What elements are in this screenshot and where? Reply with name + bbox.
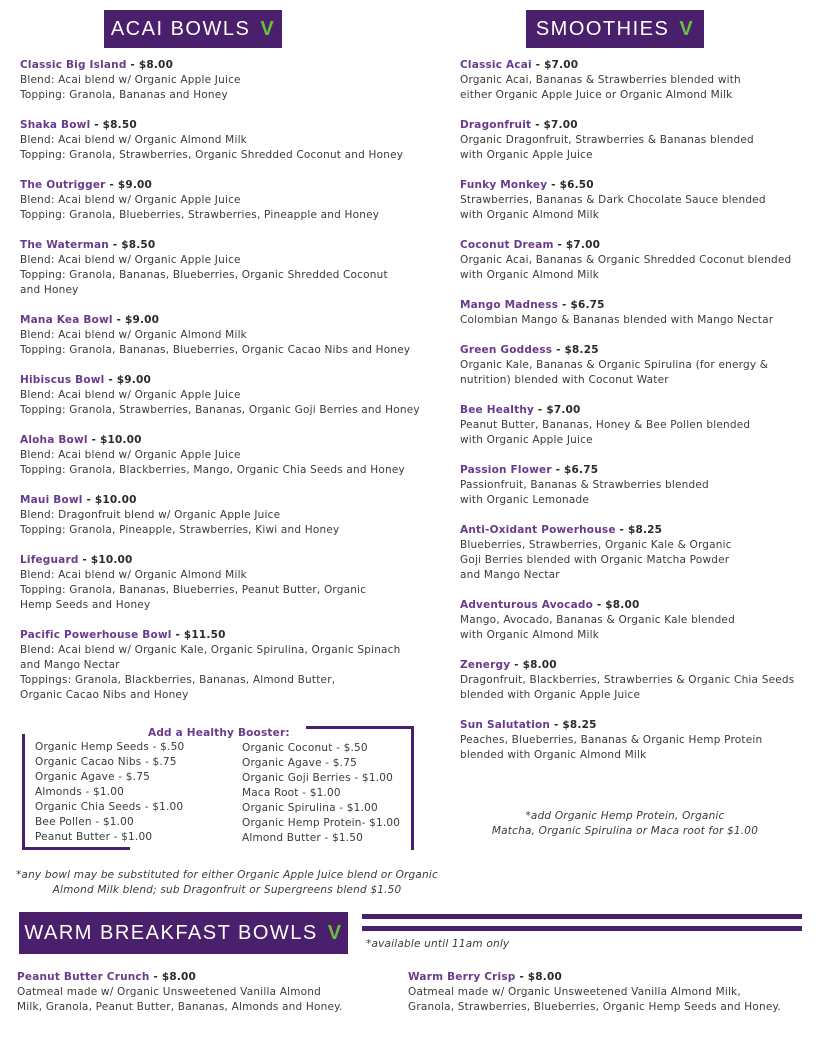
smoothie-note-line: *add Organic Hemp Protein, Organic (525, 810, 725, 822)
menu-item-description: Peanut Butter, Bananas, Honey & Bee Pollen blended (460, 419, 751, 431)
menu-item (460, 523, 805, 583)
booster-option: Organic Hemp Seeds - $.50 (35, 741, 185, 753)
menu-item-price: $10.00 (90, 554, 133, 566)
price-separator: - (547, 179, 560, 191)
menu-item-description: with Organic Lemonade (460, 494, 589, 506)
menu-item (460, 403, 805, 448)
menu-item (20, 493, 430, 538)
booster-title: Add a Healthy Booster: (148, 727, 290, 739)
price-separator: - (615, 524, 628, 536)
price-separator: - (531, 119, 544, 131)
menu-item-header (20, 493, 430, 508)
vegan-mark: V (260, 17, 276, 40)
price-separator: - (78, 554, 91, 566)
menu-item-description: Mango, Avocado, Bananas & Organic Kale blended (460, 614, 735, 626)
menu-item (460, 463, 805, 508)
booster-option: Organic Coconut - $.50 (242, 742, 368, 754)
booster-option: Maca Root - $1.00 (242, 787, 341, 799)
menu-item-header (460, 403, 805, 418)
menu-item (20, 553, 430, 613)
bowl-substitution-note: *any bowl may be substituted for either Organic Apple Juice blend or Organic Almond Milk blend; sub Dragonfruit or Supergreens blend $1.50 (15, 869, 439, 896)
menu-item-price: $10.00 (99, 434, 142, 446)
price-separator: - (108, 239, 122, 251)
menu-item-header (460, 58, 805, 73)
booster-option: Bee Pollen - $1.00 (35, 816, 134, 828)
menu-item-price: $7.00 (565, 239, 601, 251)
price-separator: - (104, 374, 117, 386)
menu-item-header (460, 598, 805, 613)
menu-item-price: $8.50 (102, 119, 137, 131)
menu-item-description: and Honey (20, 284, 79, 296)
menu-item-header (460, 658, 805, 673)
menu-item-description: Topping: Granola, Pineapple, Strawberries, Kiwi and Honey (20, 524, 340, 536)
acai-bowls-title: ACAI BOWLS (110, 17, 251, 40)
menu-item (460, 718, 805, 763)
menu-item-header (460, 343, 805, 358)
menu-item-price: $8.50 (121, 239, 156, 251)
menu-item-name: Bee Healthy (460, 404, 535, 416)
menu-item-name: The Waterman (20, 239, 109, 251)
decorative-double-line (362, 914, 802, 932)
menu-item-name: Shaka Bowl (20, 119, 91, 131)
menu-item (20, 628, 430, 703)
menu-item (460, 598, 805, 643)
menu-item-name: Mango Madness (460, 299, 559, 311)
menu-item-name: Warm Berry Crisp (408, 971, 516, 983)
menu-item-name: Funky Monkey (460, 179, 548, 191)
price-separator: - (534, 404, 547, 416)
warm-breakfast-title: WARM BREAKFAST BOWLS (24, 921, 318, 944)
price-separator: - (510, 659, 523, 671)
menu-item-price: $8.00 (138, 59, 174, 71)
menu-item-description: Blend: Acai blend w/ Organic Apple Juice (20, 449, 241, 461)
menu-item-description: Oatmeal made w/ Organic Unsweetened Vanilla Almond (17, 986, 322, 998)
menu-item-description: Passionfruit, Bananas & Strawberries blended (460, 479, 709, 491)
menu-item-price: $8.00 (605, 599, 640, 611)
menu-item-header (408, 970, 808, 985)
menu-item-header (20, 178, 430, 193)
menu-item-description: either Organic Apple Juice or Organic Almond Milk (460, 89, 733, 101)
menu-item (460, 238, 805, 283)
menu-item-header (17, 970, 387, 985)
menu-item-description: Colombian Mango & Bananas blended with Mango Nectar (460, 314, 774, 326)
menu-item-header (20, 433, 430, 448)
menu-item-price: $9.00 (124, 314, 160, 326)
price-separator: - (112, 314, 125, 326)
menu-item-header (460, 463, 805, 478)
price-separator: - (531, 59, 545, 71)
menu-item-price: $6.50 (559, 179, 594, 191)
menu-item-description: Blend: Acai blend w/ Organic Apple Juice (20, 74, 241, 86)
menu-item-description: Hemp Seeds and Honey (20, 599, 151, 611)
price-separator: - (105, 179, 118, 191)
menu-item-price: $8.25 (627, 524, 663, 536)
warm-breakfast-header (19, 912, 348, 954)
menu-item-description: Blend: Acai blend w/ Organic Almond Milk (20, 134, 247, 146)
divider-line (362, 926, 802, 931)
menu-item-description: Topping: Granola, Blackberries, Mango, Organic Chia Seeds and Honey (20, 464, 405, 476)
menu-item-header (20, 313, 430, 328)
menu-item-name: Dragonfruit (460, 119, 532, 131)
menu-item-price: $9.00 (117, 179, 153, 191)
menu-item-description: Topping: Granola, Bananas, Blueberries, Organic Cacao Nibs and Honey (20, 344, 411, 356)
menu-item-description: with Organic Apple Juice (460, 149, 593, 161)
divider-line (362, 914, 802, 919)
menu-item-description: with Organic Almond Milk (460, 629, 599, 641)
menu-item-description: Topping: Granola, Blueberries, Strawberries, Pineapple and Honey (20, 209, 380, 221)
menu-item-header (20, 628, 430, 643)
menu-item-name: Green Goddess (460, 344, 553, 356)
menu-item-name: Classic Big Island (20, 59, 127, 71)
booster-list-left (35, 740, 184, 845)
menu-item-description: Organic Cacao Nibs and Honey (20, 689, 189, 701)
menu-item-header (460, 298, 805, 313)
menu-item-description: Blend: Acai blend w/ Organic Almond Milk (20, 569, 247, 581)
price-separator: - (149, 971, 162, 983)
menu-item-description: Topping: Granola, Bananas, Blueberries, Organic Shredded Coconut (20, 269, 388, 281)
price-separator: - (171, 629, 184, 641)
menu-item-name: The Outrigger (20, 179, 106, 191)
smoothies-header (526, 10, 704, 48)
booster-option: Organic Agave - $.75 (242, 757, 357, 769)
price-separator: - (82, 494, 95, 506)
menu-item-description: Organic Acai, Bananas & Organic Shredded Coconut blended (460, 254, 792, 266)
menu-item-header (460, 118, 805, 133)
price-separator: - (553, 239, 566, 251)
menu-item-description: with Organic Apple Juice (460, 434, 593, 446)
menu-item-header (20, 118, 430, 133)
menu-item (460, 658, 805, 703)
menu-item-price: $8.00 (161, 971, 197, 983)
menu-item-description: nutrition) blended with Coconut Water (460, 374, 669, 386)
menu-item-price: $9.00 (116, 374, 151, 386)
menu-item-price: $8.00 (527, 971, 562, 983)
menu-item-header (20, 373, 430, 388)
menu-item (20, 178, 430, 223)
menu-item-name: Passion Flower (460, 464, 552, 476)
menu-item-name: Peanut Butter Crunch (17, 971, 150, 983)
menu-item-description: Topping: Granola, Bananas, Blueberries, Peanut Butter, Organic (20, 584, 367, 596)
menu-item-description: Dragonfruit, Blackberries, Strawberries & Organic Chia Seeds (460, 674, 795, 686)
booster-option: Organic Goji Berries - $1.00 (242, 772, 393, 784)
menu-item-description: Blend: Acai blend w/ Organic Apple Juice (20, 389, 241, 401)
warm-item-warm-berry-crisp (408, 970, 808, 1015)
menu-item-description: Organic Acai, Bananas & Strawberries blended with (460, 74, 741, 86)
menu-item-description: Topping: Granola, Strawberries, Organic Shredded Coconut and Honey (20, 149, 404, 161)
menu-item-description: Blend: Acai blend w/ Organic Apple Juice (20, 194, 241, 206)
price-separator: - (593, 599, 606, 611)
menu-item (20, 118, 430, 163)
menu-item-header (460, 718, 805, 733)
price-separator: - (90, 119, 103, 131)
price-separator: - (550, 719, 563, 731)
warm-item-peanut-butter-crunch (17, 970, 387, 1015)
menu-item-description: and Mango Nectar (20, 659, 120, 671)
menu-item-description: Topping: Granola, Strawberries, Bananas, Organic Goji Berries and Honey (20, 404, 420, 416)
menu-item-description: Toppings: Granola, Blackberries, Bananas, Almond Butter, (20, 674, 336, 686)
menu-item-name: Anti-Oxidant Powerhouse (460, 524, 616, 536)
menu-item-header (20, 58, 430, 73)
menu-item-name: Aloha Bowl (20, 434, 88, 446)
menu-item-description: Blend: Acai blend w/ Organic Almond Milk (20, 329, 247, 341)
booster-option: Almonds - $1.00 (35, 786, 125, 798)
menu-item-description: Topping: Granola, Bananas and Honey (20, 89, 228, 101)
vegan-mark: V (679, 17, 695, 40)
menu-item-description: with Organic Almond Milk (460, 209, 599, 221)
menu-item (20, 433, 430, 478)
menu-item-description: blended with Organic Almond Milk (460, 749, 647, 761)
menu-item-description: Blueberries, Strawberries, Organic Kale & Organic (460, 539, 732, 551)
menu-item-name: Pacific Powerhouse Bowl (20, 629, 172, 641)
menu-item-name: Classic Acai (460, 59, 532, 71)
booster-option: Organic Cacao Nibs - $.75 (35, 756, 177, 768)
smoothies-list (460, 58, 805, 778)
smoothie-addon-note (470, 809, 780, 839)
menu-item-name: Lifeguard (20, 554, 79, 566)
menu-item (460, 298, 805, 328)
menu-item-price: $6.75 (564, 464, 599, 476)
menu-item (20, 58, 430, 103)
menu-item-description: Organic Dragonfruit, Strawberries & Bananas blended (460, 134, 754, 146)
healthy-booster-box (22, 726, 414, 852)
menu-item (460, 58, 805, 103)
menu-item-description: Organic Kale, Bananas & Organic Spirulina (for energy & (460, 359, 769, 371)
menu-item-header (20, 553, 430, 568)
menu-item (20, 373, 430, 418)
booster-list-right (242, 741, 400, 846)
menu-item-description: Oatmeal made w/ Organic Unsweetened Vanilla Almond Milk, (408, 986, 741, 998)
menu-item-header (460, 238, 805, 253)
warm-availability-note: *available until 11am only (366, 938, 510, 950)
menu-item-name: Adventurous Avocado (460, 599, 593, 611)
smoothies-title: SMOOTHIES (535, 17, 670, 40)
menu-item (460, 178, 805, 223)
menu-item-description: with Organic Almond Milk (460, 269, 599, 281)
acai-bowls-list (20, 58, 430, 718)
menu-item-header (460, 523, 805, 538)
menu-item (20, 238, 430, 298)
booster-option: Almond Butter - $1.50 (242, 832, 364, 844)
menu-item (460, 343, 805, 388)
menu-item-name: Zenergy (460, 659, 511, 671)
menu-item-name: Maui Bowl (20, 494, 83, 506)
menu-item-price: $8.00 (522, 659, 557, 671)
menu-item-price: $6.75 (570, 299, 605, 311)
menu-item-price: $7.00 (544, 59, 579, 71)
booster-option: Peanut Butter - $1.00 (35, 831, 153, 843)
menu-item-description: Goji Berries blended with Organic Matcha Powder (460, 554, 730, 566)
menu-item-description: Strawberries, Bananas & Dark Chocolate Sauce blended (460, 194, 766, 206)
menu-item-name: Hibiscus Bowl (20, 374, 105, 386)
booster-option: Organic Hemp Protein- $1.00 (242, 817, 401, 829)
booster-option: Organic Spirulina - $1.00 (242, 802, 378, 814)
price-separator: - (515, 971, 528, 983)
menu-item-description: Blend: Dragonfruit blend w/ Organic Apple Juice (20, 509, 281, 521)
menu-item-description: Peaches, Blueberries, Bananas & Organic Hemp Protein (460, 734, 763, 746)
menu-item-description: blended with Organic Apple Juice (460, 689, 641, 701)
menu-item-description: Granola, Strawberries, Blueberries, Organic Hemp Seeds and Honey. (408, 1001, 781, 1013)
menu-item-price: $8.25 (564, 344, 599, 356)
menu-item-description: Blend: Acai blend w/ Organic Kale, Organic Spirulina, Organic Spinach (20, 644, 401, 656)
vegan-mark: V (327, 921, 343, 944)
booster-option: Organic Chia Seeds - $1.00 (35, 801, 184, 813)
menu-item-header (460, 178, 805, 193)
menu-item-name: Sun Salutation (460, 719, 551, 731)
menu-item-name: Mana Kea Bowl (20, 314, 113, 326)
menu-item-price: $7.00 (543, 119, 578, 131)
menu-item-description: and Mango Nectar (460, 569, 560, 581)
menu-item-price: $8.25 (562, 719, 597, 731)
menu-item-header (20, 238, 430, 253)
booster-option: Organic Agave - $.75 (35, 771, 150, 783)
menu-item-price: $7.00 (546, 404, 581, 416)
price-separator: - (87, 434, 100, 446)
menu-item-description: Blend: Acai blend w/ Organic Apple Juice (20, 254, 241, 266)
smoothie-note-line: Matcha, Organic Spirulina or Maca root for $1.00 (491, 825, 759, 837)
price-separator: - (552, 344, 565, 356)
menu-item-price: $10.00 (94, 494, 137, 506)
menu-item-name: Coconut Dream (460, 239, 554, 251)
menu-item (460, 118, 805, 163)
acai-bowls-header (104, 10, 282, 48)
price-separator: - (551, 464, 565, 476)
menu-item-description: Milk, Granola, Peanut Butter, Bananas, Almonds and Honey. (17, 1001, 343, 1013)
price-separator: - (558, 299, 571, 311)
menu-item-price: $11.50 (183, 629, 226, 641)
menu-item (20, 313, 430, 358)
price-separator: - (126, 59, 139, 71)
